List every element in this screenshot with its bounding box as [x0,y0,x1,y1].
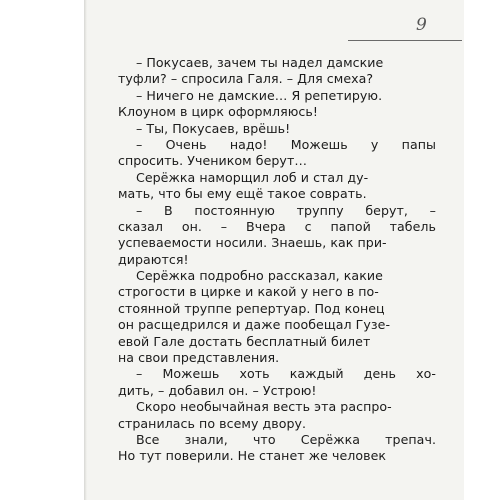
text-line: – Можешь хоть каждый день хо- [136,366,436,382]
text-line: Но тут поверили. Не станет же человек [118,448,387,464]
text-line: мать, что бы ему ещё такое соврать. [118,186,367,202]
text-line: спросить. Учеником берут… [118,153,307,169]
text-line: евой Гале достать бесплатный билет [118,333,371,349]
text-line: дить, – добавил он. – Устрою! [118,382,317,398]
page-edge-shadow [84,0,87,500]
text-line: – Покусаев, зачем ты надел дамские [136,55,384,70]
text-line: Серёжка наморщил лоб и стал ду- [136,169,369,185]
text-line: Все знали, что Серёжка трепач. [136,431,436,447]
body-text [118,55,436,465]
text-line: – Ничего не дамские… Я репетирую. [136,87,383,103]
text-line: на свои представления. [118,350,280,366]
text-line: он расщедрился и даже пообещал Гузе- [118,317,391,333]
text-line: сказал он. – Вчера с папой табель [118,218,436,234]
page-header [84,10,464,44]
page-number: 9 [416,15,427,35]
text-line: – Ты, Покусаев, врёшь! [136,120,291,136]
text-line: Скоро необычайная весть эта распро- [136,399,392,415]
text-line: строгости в цирке и какой у него в по- [118,284,379,300]
text-line: дираются! [118,251,189,267]
text-line: – Очень надо! Можешь у папы [136,136,436,152]
text-line: – В постоянную труппу берут, – [136,202,436,218]
header-rule [348,40,462,41]
text-line: Серёжка подробно рассказал, какие [136,268,383,284]
text-line: туфли? – спросила Галя. – Для смеха? [118,71,374,87]
text-line: странилась по всему двору. [118,415,307,431]
text-line: Клоуном в цирк оформляюсь! [118,104,318,120]
text-line: успеваемости носили. Знаешь, как при- [118,235,387,251]
text-line: стоянной труппе репертуар. Под конец [118,300,385,316]
